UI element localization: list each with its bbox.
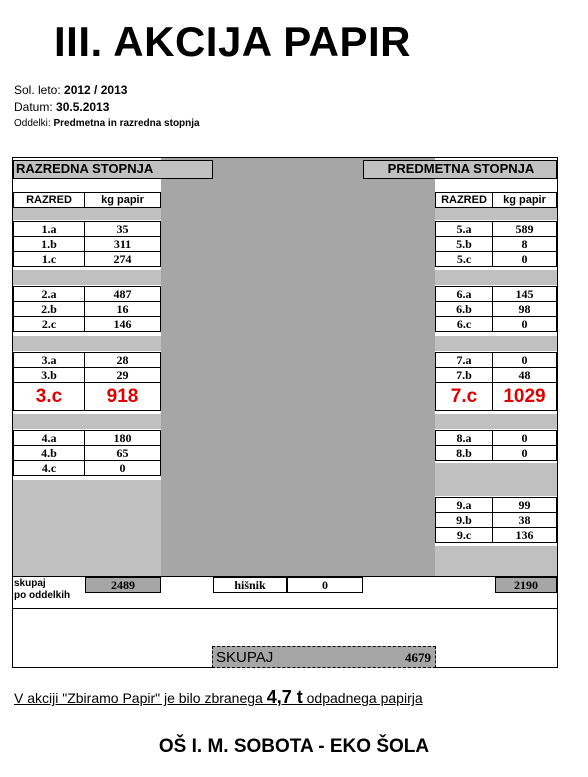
table-row: 4.a 180 bbox=[14, 431, 161, 446]
collection-sheet bbox=[12, 157, 558, 668]
grade-2-table bbox=[13, 286, 161, 332]
grade-6-table bbox=[435, 286, 557, 332]
grade-8-table bbox=[435, 430, 557, 461]
center-gray-band bbox=[161, 158, 435, 576]
table-row: 5.c 0 bbox=[436, 252, 557, 267]
table-row: 2.a 487 bbox=[14, 287, 161, 302]
table-row: 1.b 311 bbox=[14, 237, 161, 252]
grand-total-box bbox=[212, 646, 436, 668]
grade-7-table bbox=[435, 352, 557, 411]
right-total: 2190 bbox=[495, 577, 557, 593]
spacer bbox=[435, 463, 557, 496]
grade-4-table bbox=[13, 430, 161, 476]
departments: Oddelki: Predmetna in razredna stopnja bbox=[14, 118, 200, 129]
grand-total-label: SKUPAJ bbox=[216, 649, 274, 666]
date: Datum: 30.5.2013 bbox=[14, 100, 110, 114]
spacer bbox=[435, 546, 557, 576]
spacer bbox=[435, 270, 557, 285]
spacer bbox=[13, 414, 161, 429]
table-row: 5.b 8 bbox=[436, 237, 557, 252]
table-row: 7.a 0 bbox=[436, 353, 557, 368]
table-row: 9.c 136 bbox=[436, 528, 557, 543]
left-column-header: RAZRED kg papir bbox=[13, 192, 161, 208]
summary-sentence: V akciji "Zbiramo Papir" je bilo zbranega 4,7 t odpadnega papirja bbox=[14, 687, 423, 707]
table-row: 9.b 38 bbox=[436, 513, 557, 528]
table-row: 3.a 28 bbox=[14, 353, 161, 368]
table-row: 4.c 0 bbox=[14, 461, 161, 476]
grand-total-value: 4679 bbox=[405, 650, 431, 665]
table-row: 5.a 589 bbox=[436, 222, 557, 237]
table-row: 3.b 29 bbox=[14, 368, 161, 383]
grade-1-table bbox=[13, 221, 161, 267]
page-title: III. AKCIJA PAPIR bbox=[54, 18, 411, 65]
spacer bbox=[435, 414, 557, 429]
spacer bbox=[435, 208, 557, 220]
spacer bbox=[13, 480, 161, 576]
school-name: OŠ I. M. SOBOTA - EKO ŠOLA bbox=[158, 736, 430, 757]
table-row: 6.c 0 bbox=[436, 317, 557, 332]
left-total: 2489 bbox=[85, 577, 161, 593]
table-row: 2.c 146 bbox=[14, 317, 161, 332]
table-row: 6.b 98 bbox=[436, 302, 557, 317]
table-row: 8.a 0 bbox=[436, 431, 557, 446]
spacer bbox=[13, 270, 161, 285]
grade-5-table bbox=[435, 221, 557, 267]
school-year: Sol. leto: 2012 / 2013 bbox=[14, 83, 128, 97]
hisnik-value: 0 bbox=[287, 577, 363, 593]
table-row-highlight: 3.c 918 bbox=[14, 383, 161, 411]
spacer bbox=[13, 208, 161, 220]
hisnik-label: hišnik bbox=[213, 577, 287, 593]
table-row: 8.b 0 bbox=[436, 446, 557, 461]
spacer bbox=[13, 336, 161, 351]
table-row: 4.b 65 bbox=[14, 446, 161, 461]
table-row: 6.a 145 bbox=[436, 287, 557, 302]
skupaj-label: skupaj po oddelkih bbox=[14, 578, 71, 601]
grade-9-table bbox=[435, 497, 557, 543]
predmetna-stopnja-header: PREDMETNA STOPNJA bbox=[363, 160, 557, 179]
table-row: 1.c 274 bbox=[14, 252, 161, 267]
table-row: 7.b 48 bbox=[436, 368, 557, 383]
table-row: 2.b 16 bbox=[14, 302, 161, 317]
table-row: 9.a 99 bbox=[436, 498, 557, 513]
spacer bbox=[435, 336, 557, 351]
grade-3-table bbox=[13, 352, 161, 411]
table-row: 1.a 35 bbox=[14, 222, 161, 237]
table-row-highlight: 7.c 1029 bbox=[436, 383, 557, 411]
right-column-header: RAZRED kg papir bbox=[435, 192, 557, 208]
divider bbox=[13, 608, 557, 609]
razredna-stopnja-header: RAZREDNA STOPNJA bbox=[13, 160, 213, 179]
